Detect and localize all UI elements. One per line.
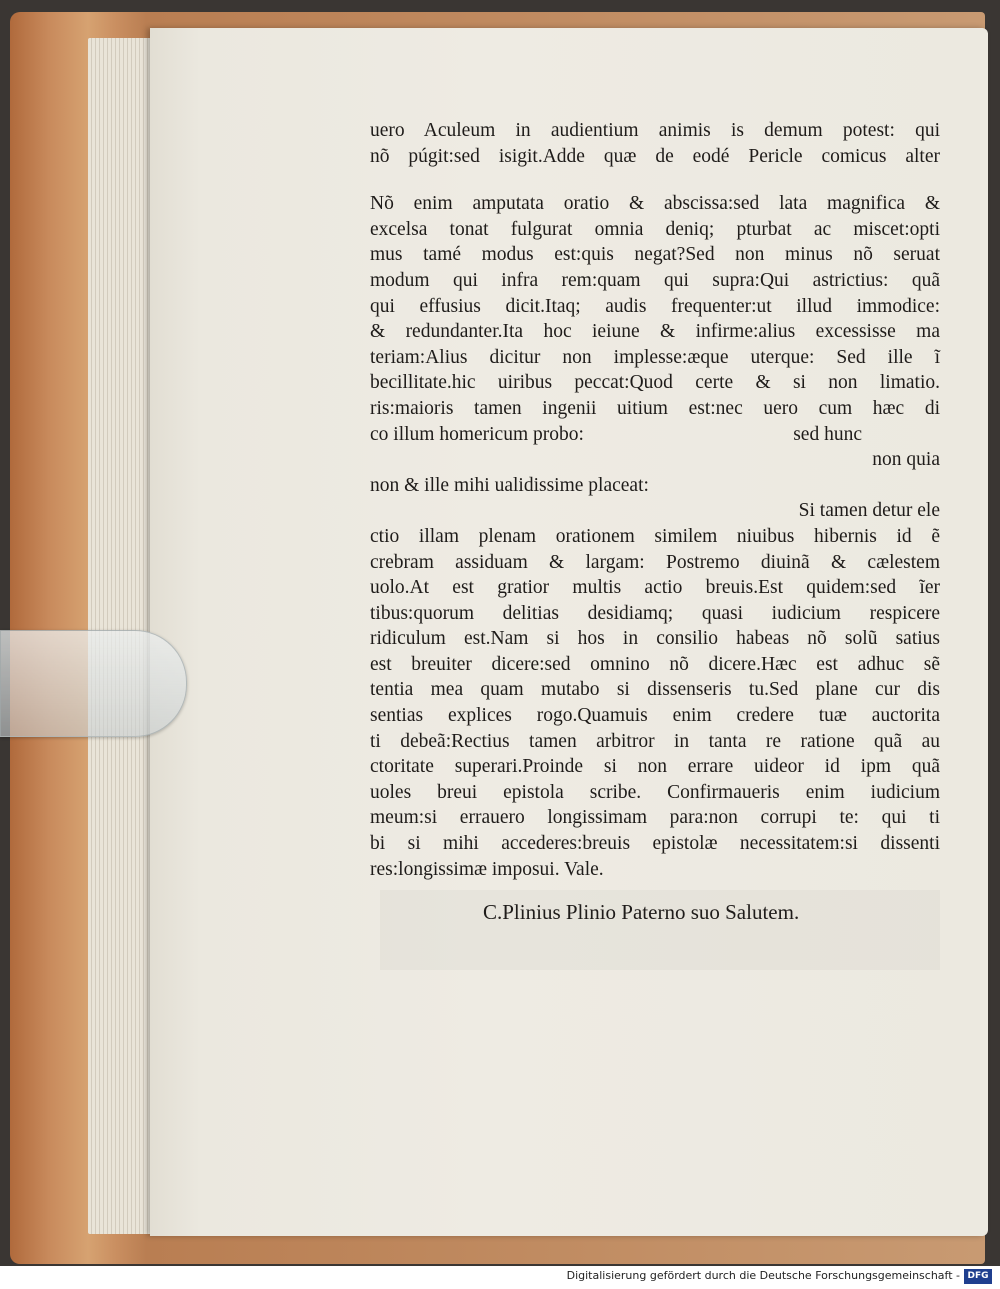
text-line: becillitate.hic uiribus peccat:Quod certe & si non limatio. (370, 372, 940, 394)
footer-bar (0, 1266, 1000, 1289)
text-line (370, 422, 940, 448)
text-line: tibus:quorum delitias desidiamq; quasi iudicium respicere (370, 602, 940, 624)
text-line: Nõ enim amputata oratio & abscissa:sed lata magnifica & (370, 193, 940, 215)
text-line: uolo.At est gratior multis actio breuis.Est quidem:sed ĩer (370, 577, 940, 599)
body-text (370, 118, 940, 882)
text-line: modum qui infra rem:quam qui supra:Qui astrictius: quã (370, 269, 940, 291)
text-line: nõ púgit:sed isigit.Adde quæ de eodé Pericle comicus alter (370, 145, 940, 167)
funding-credit: Digitalisierung gefördert durch die Deutsche Forschungsgemeinschaft - (566, 1269, 960, 1282)
text-line: Si tamen detur ele (798, 500, 940, 522)
text-line: mus tamé modus est:quis negat?Sed non minus nõ seruat (370, 244, 940, 266)
text-line: & redundanter.Ita hoc ieiune & infirme:alius excessisse ma (370, 321, 940, 343)
text-line: bi si mihi accederes:breuis epistolæ necessitatem:si dissenti (370, 833, 940, 855)
text-line: meum:si errauero longissimam para:non corrupi te: qui ti (370, 807, 940, 829)
text-line: ti debeã:Rectius tamen arbitror in tanta re ratione quã au (370, 730, 940, 752)
text-line: tentia mea quam mutabo si dissenseris tu.Sed plane cur dis (370, 679, 940, 701)
text-line: crebram assiduam & largam: Postremo diuinã & cælestem (370, 551, 940, 573)
text-line: teriam:Alius dicitur non implesse:æque uterque: Sed ille ĩ (370, 346, 940, 368)
bookmark-strip (0, 630, 187, 737)
text-line: ctoritate superari.Proinde si non errare uideor id ipm quã (370, 756, 940, 778)
text-line: non quia (872, 449, 940, 471)
text-line: excelsa tonat fulgurat omnia deniq; pturbat ac miscet:opti (370, 218, 940, 240)
text-line: est breuiter dicere:sed omnino nõ dicere.Hæc est adhuc sẽ (370, 653, 940, 675)
text-line: non & ille mihi ualidissime placeat: (370, 474, 649, 496)
text-fragment: sed hunc (793, 423, 862, 445)
text-line: ris:maioris tamen ingenii uitium est:nec uero cum hæc di (370, 397, 940, 419)
text-line: ctio illam plenam orationem similem niuibus hibernis id ẽ (370, 525, 940, 547)
text-line: uero Aculeum in audientium animis is demum potest: qui (370, 120, 940, 141)
letter-heading: C.Plinius Plinio Paterno suo Salutem. (483, 900, 800, 924)
text-line: res:longissimæ imposui. Vale. (370, 858, 604, 880)
blank-space (370, 169, 940, 191)
text-line: uoles breui epistola scribe. Confirmaueris enim iudicium (370, 781, 940, 803)
text-line: qui effusius dicit.Itaq; audis frequenter:ut illud immodice: (370, 295, 940, 317)
dfg-logo: DFG (964, 1269, 992, 1284)
text-fragment: co illum homericum probo: (370, 423, 584, 445)
text-line: ridiculum est.Nam si hos in consilio habeas nõ solũ satius (370, 628, 940, 650)
text-line: sentias explices rogo.Quamuis enim credere tuæ auctorita (370, 705, 940, 727)
